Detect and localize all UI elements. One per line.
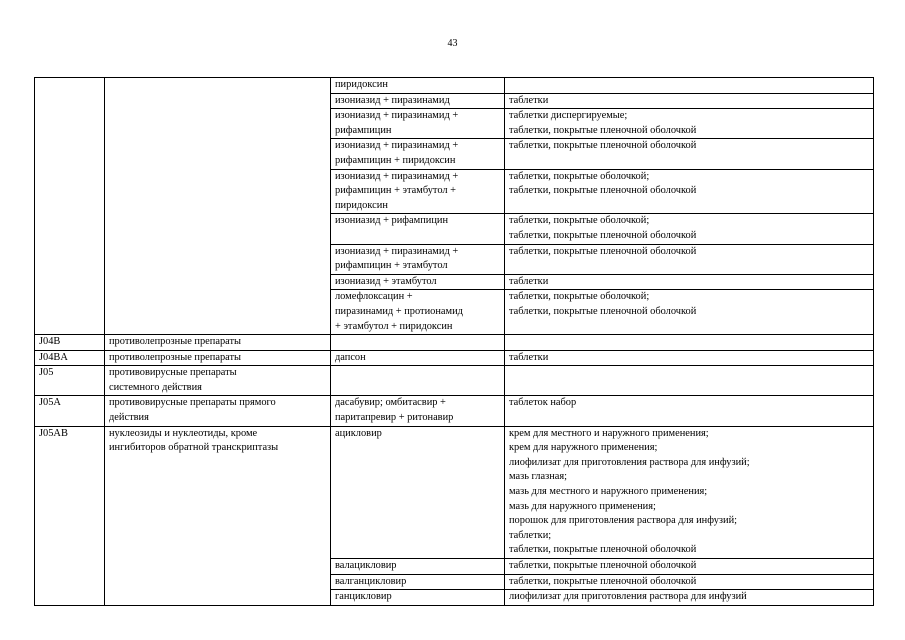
dosage-forms-cell: [505, 109, 874, 139]
table-body: [35, 78, 874, 606]
atc-group-cell-line: ингибиторов обратной транскриптазы: [109, 442, 279, 454]
drug-name-cell: [331, 244, 505, 274]
atc-code-cell: [35, 396, 105, 426]
dosage-forms-cell-line: таблетки: [509, 275, 549, 287]
dosage-forms-cell-line: мазь глазная;: [509, 471, 568, 483]
dosage-forms-cell: [505, 93, 874, 109]
dosage-forms-cell-line: таблетки, покрытые оболочкой;: [509, 291, 650, 303]
drug-name-cell-line: пиразинамид + протионамид: [335, 305, 463, 317]
dosage-forms-cell: [505, 559, 874, 575]
dosage-forms-cell-line: таблетки, покрытые пленочной оболочкой: [509, 245, 697, 257]
dosage-forms-cell: [505, 244, 874, 274]
drug-name-cell-line: пиридоксин: [335, 199, 388, 211]
dosage-forms-cell-line: таблетки: [509, 94, 549, 106]
dosage-forms-cell-line: таблеток набор: [509, 397, 577, 409]
dosage-forms-cell: [505, 335, 874, 351]
dosage-forms-cell-line: таблетки;: [509, 529, 552, 541]
dosage-forms-cell: [505, 78, 874, 94]
dosage-forms-cell: [505, 590, 874, 606]
drug-name-cell-line: изониазид + пиразинамид: [335, 94, 450, 106]
dosage-forms-cell: [505, 350, 874, 366]
atc-group-cell: [105, 78, 331, 335]
drug-name-cell: [331, 574, 505, 590]
table-row: [35, 396, 874, 426]
dosage-forms-cell-line: таблетки, покрытые пленочной оболочкой: [509, 544, 697, 556]
atc-code-cell-text: J04B: [39, 336, 61, 348]
drug-name-cell-line: изониазид + рифампицин: [335, 215, 449, 227]
atc-code-cell: [35, 335, 105, 351]
drug-name-cell-line: изониазид + пиразинамид +: [335, 170, 459, 182]
dosage-forms-cell-line: таблетки: [509, 351, 549, 363]
table-row: [35, 78, 874, 94]
dosage-forms-cell-line: мазь для местного и наружного применения;: [509, 486, 708, 498]
dosage-forms-cell: [505, 169, 874, 214]
drug-name-cell: [331, 335, 505, 351]
drug-name-cell: [331, 366, 505, 396]
drug-table: [34, 77, 874, 606]
dosage-forms-cell-line: таблетки, покрытые оболочкой;: [509, 215, 650, 227]
atc-group-cell-line: противолепрозные препараты: [109, 336, 242, 348]
dosage-forms-cell-line: таблетки, покрытые пленочной оболочкой: [509, 229, 697, 241]
atc-code-cell: [35, 78, 105, 335]
table-row: [35, 366, 874, 396]
drug-name-cell-line: ацикловир: [335, 427, 382, 439]
drug-name-cell-line: рифампицин: [335, 124, 392, 136]
table-row: [35, 426, 874, 558]
atc-group-cell-line: системного действия: [109, 381, 202, 393]
dosage-forms-cell: [505, 274, 874, 290]
drug-name-cell: [331, 426, 505, 558]
dosage-forms-cell: [505, 214, 874, 244]
dosage-forms-cell: [505, 139, 874, 169]
drug-name-cell-line: изониазид + пиразинамид +: [335, 140, 459, 152]
dosage-forms-cell-line: таблетки диспергируемые;: [509, 110, 628, 122]
drug-name-cell-line: дасабувир; омбитасвир +: [335, 397, 446, 409]
atc-code-cell-text: J05A: [39, 397, 61, 409]
dosage-forms-cell-line: таблетки, покрытые пленочной оболочкой: [509, 140, 697, 152]
drug-name-cell: [331, 590, 505, 606]
dosage-forms-cell-line: лиофилизат для приготовления раствора для инфузий;: [509, 456, 750, 468]
drug-name-cell-line: рифампицин + этамбутол: [335, 260, 448, 272]
atc-code-cell-text: J04BA: [39, 351, 68, 363]
atc-group-cell: [105, 335, 331, 351]
drug-name-cell-line: ганцикловир: [335, 591, 392, 603]
dosage-forms-cell-line: таблетки, покрытые пленочной оболочкой: [509, 124, 697, 136]
dosage-forms-cell: [505, 366, 874, 396]
drug-name-cell: [331, 290, 505, 335]
drug-name-cell-line: изониазид + пиразинамид +: [335, 245, 459, 257]
drug-name-cell-line: дапсон: [335, 351, 366, 363]
dosage-forms-cell: [505, 290, 874, 335]
atc-code-cell-text: J05AB: [39, 427, 68, 439]
atc-group-cell: [105, 396, 331, 426]
dosage-forms-cell-line: таблетки, покрытые пленочной оболочкой: [509, 305, 697, 317]
atc-group-cell-line: противолепрозные препараты: [109, 351, 242, 363]
dosage-forms-cell-line: таблетки, покрытые оболочкой;: [509, 170, 650, 182]
atc-group-cell: [105, 426, 331, 605]
atc-code-cell: [35, 426, 105, 605]
table-row: [35, 335, 874, 351]
dosage-forms-cell-line: крем для местного и наружного применения;: [509, 427, 709, 439]
drug-name-cell-line: рифампицин + этамбутол +: [335, 185, 457, 197]
dosage-forms-cell-line: таблетки, покрытые пленочной оболочкой: [509, 185, 697, 197]
dosage-forms-cell: [505, 426, 874, 558]
atc-group-cell-line: противовирусные препараты прямого: [109, 397, 276, 409]
drug-name-cell: [331, 93, 505, 109]
atc-group-cell: [105, 350, 331, 366]
drug-name-cell-line: ломефлоксацин +: [335, 291, 413, 303]
drug-name-cell-line: пиридоксин: [335, 79, 388, 90]
dosage-forms-cell-line: порошок для приготовления раствора для инфузий;: [509, 515, 738, 527]
atc-group-cell: [105, 366, 331, 396]
drug-name-cell: [331, 350, 505, 366]
atc-group-cell-line: противовирусные препараты: [109, 367, 237, 379]
atc-group-cell-line: действия: [109, 412, 149, 424]
drug-name-cell-line: валганцикловир: [335, 575, 407, 587]
dosage-forms-cell: [505, 574, 874, 590]
atc-code-cell: [35, 366, 105, 396]
drug-name-cell: [331, 396, 505, 426]
dosage-forms-cell: [505, 396, 874, 426]
drug-name-cell: [331, 214, 505, 244]
drug-name-cell-line: валацикловир: [335, 560, 397, 571]
drug-name-cell-line: изониазид + этамбутол: [335, 275, 437, 287]
drug-name-cell: [331, 139, 505, 169]
dosage-forms-cell-line: таблетки, покрытые пленочной оболочкой: [509, 575, 697, 587]
atc-code-cell-text: J05: [39, 367, 54, 379]
atc-group-cell-line: нуклеозиды и нуклеотиды, кроме: [109, 427, 258, 439]
drug-name-cell: [331, 78, 505, 94]
drug-name-cell-line: изониазид + пиразинамид +: [335, 110, 459, 122]
dosage-forms-cell-line: мазь для наружного применения;: [509, 500, 656, 512]
table-row: [35, 350, 874, 366]
drug-name-cell: [331, 109, 505, 139]
drug-name-cell: [331, 559, 505, 575]
drug-name-cell: [331, 169, 505, 214]
atc-code-cell: [35, 350, 105, 366]
drug-name-cell: [331, 274, 505, 290]
dosage-forms-cell-line: таблетки, покрытые пленочной оболочкой: [509, 560, 697, 571]
drug-name-cell-line: + этамбутол + пиридоксин: [335, 320, 453, 332]
page-number: 43: [447, 38, 458, 49]
dosage-forms-cell-line: лиофилизат для приготовления раствора для инфузий: [509, 591, 747, 603]
drug-name-cell-line: рифампицин + пиридоксин: [335, 154, 456, 166]
dosage-forms-cell-line: крем для наружного применения;: [509, 442, 658, 454]
drug-name-cell-line: паритапревир + ритонавир: [335, 412, 454, 424]
